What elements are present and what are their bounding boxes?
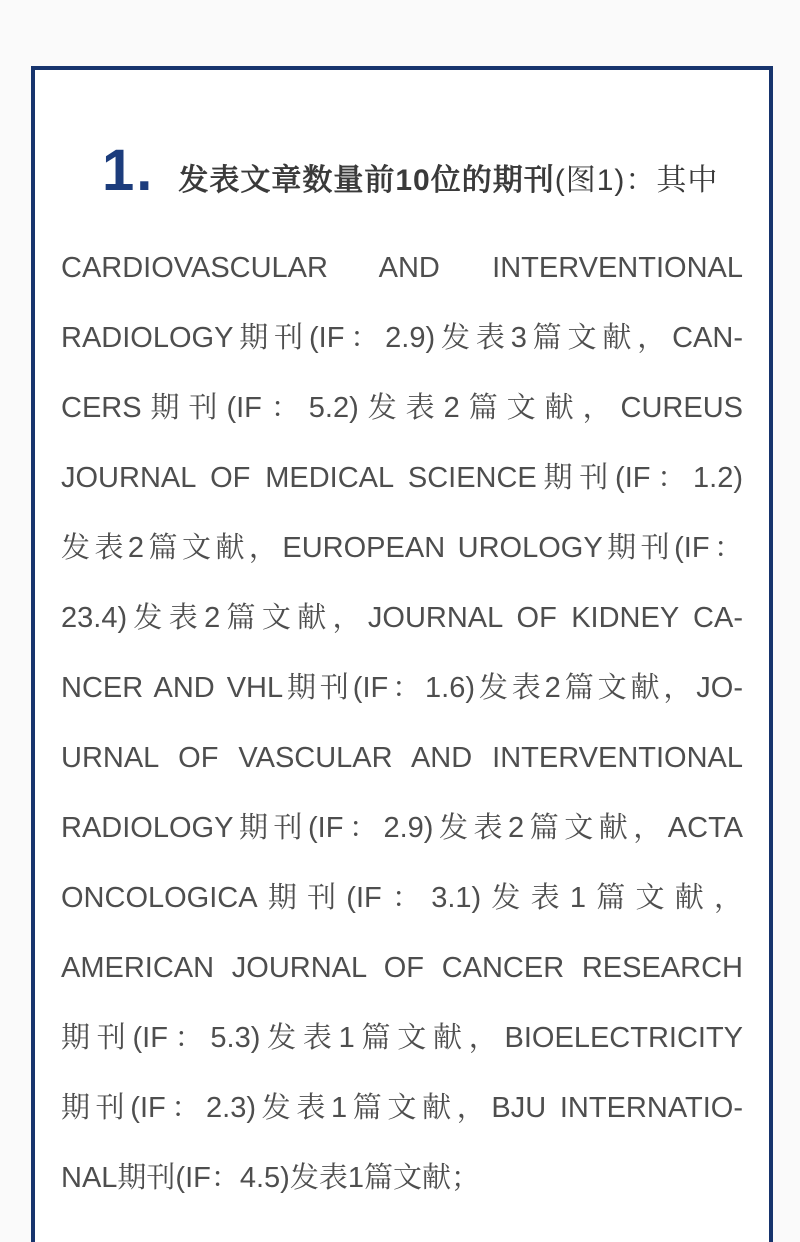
paragraph <box>61 233 743 1213</box>
section-heading <box>61 138 743 203</box>
panel-content <box>35 70 769 1213</box>
paragraph-line: CARDIOVASCULAR AND INTERVENTIONAL <box>61 252 743 284</box>
paragraph-line: 期刊(IF：5.3)发表1篇文献，BIOELECTRICITY <box>61 1022 743 1054</box>
paragraph-line: 23.4)发表2篇文献，JOURNAL OF KIDNEY CA- <box>61 602 743 634</box>
heading-text <box>178 155 718 199</box>
paragraph-line: AMERICAN JOURNAL OF CANCER RESEARCH <box>61 952 743 984</box>
paragraph-line: RADIOLOGY期刊(IF：2.9)发表2篇文献，ACTA <box>61 812 743 844</box>
heading-suffix: (图1)：其中 <box>554 164 719 197</box>
section-number: 1. <box>102 138 155 203</box>
paragraph-line: NCER AND VHL期刊(IF：1.6)发表2篇文献，JO- <box>61 672 743 704</box>
heading-title: 发表文章数量前10位的期刊 <box>178 164 555 197</box>
paragraph-line: CERS期刊(IF：5.2)发表2篇文献，CUREUS <box>61 392 743 424</box>
content-panel <box>31 66 773 1242</box>
paragraph-line: URNAL OF VASCULAR AND INTERVENTIONAL <box>61 742 743 774</box>
paragraph-line: RADIOLOGY期刊(IF：2.9)发表3篇文献，CAN- <box>61 322 743 354</box>
paragraph-line: 发表2篇文献，EUROPEAN UROLOGY期刊(IF： <box>61 532 743 564</box>
paragraph-line: 期刊(IF：2.3)发表1篇文献，BJU INTERNATIO- <box>61 1092 743 1124</box>
paragraph-line: NAL期刊(IF：4.5)发表1篇文献； <box>61 1162 480 1194</box>
paragraph-line: JOURNAL OF MEDICAL SCIENCE期刊(IF：1.2) <box>61 462 743 494</box>
paragraph-line: ONCOLOGICA期刊(IF：3.1)发表1篇文献， <box>61 882 743 914</box>
